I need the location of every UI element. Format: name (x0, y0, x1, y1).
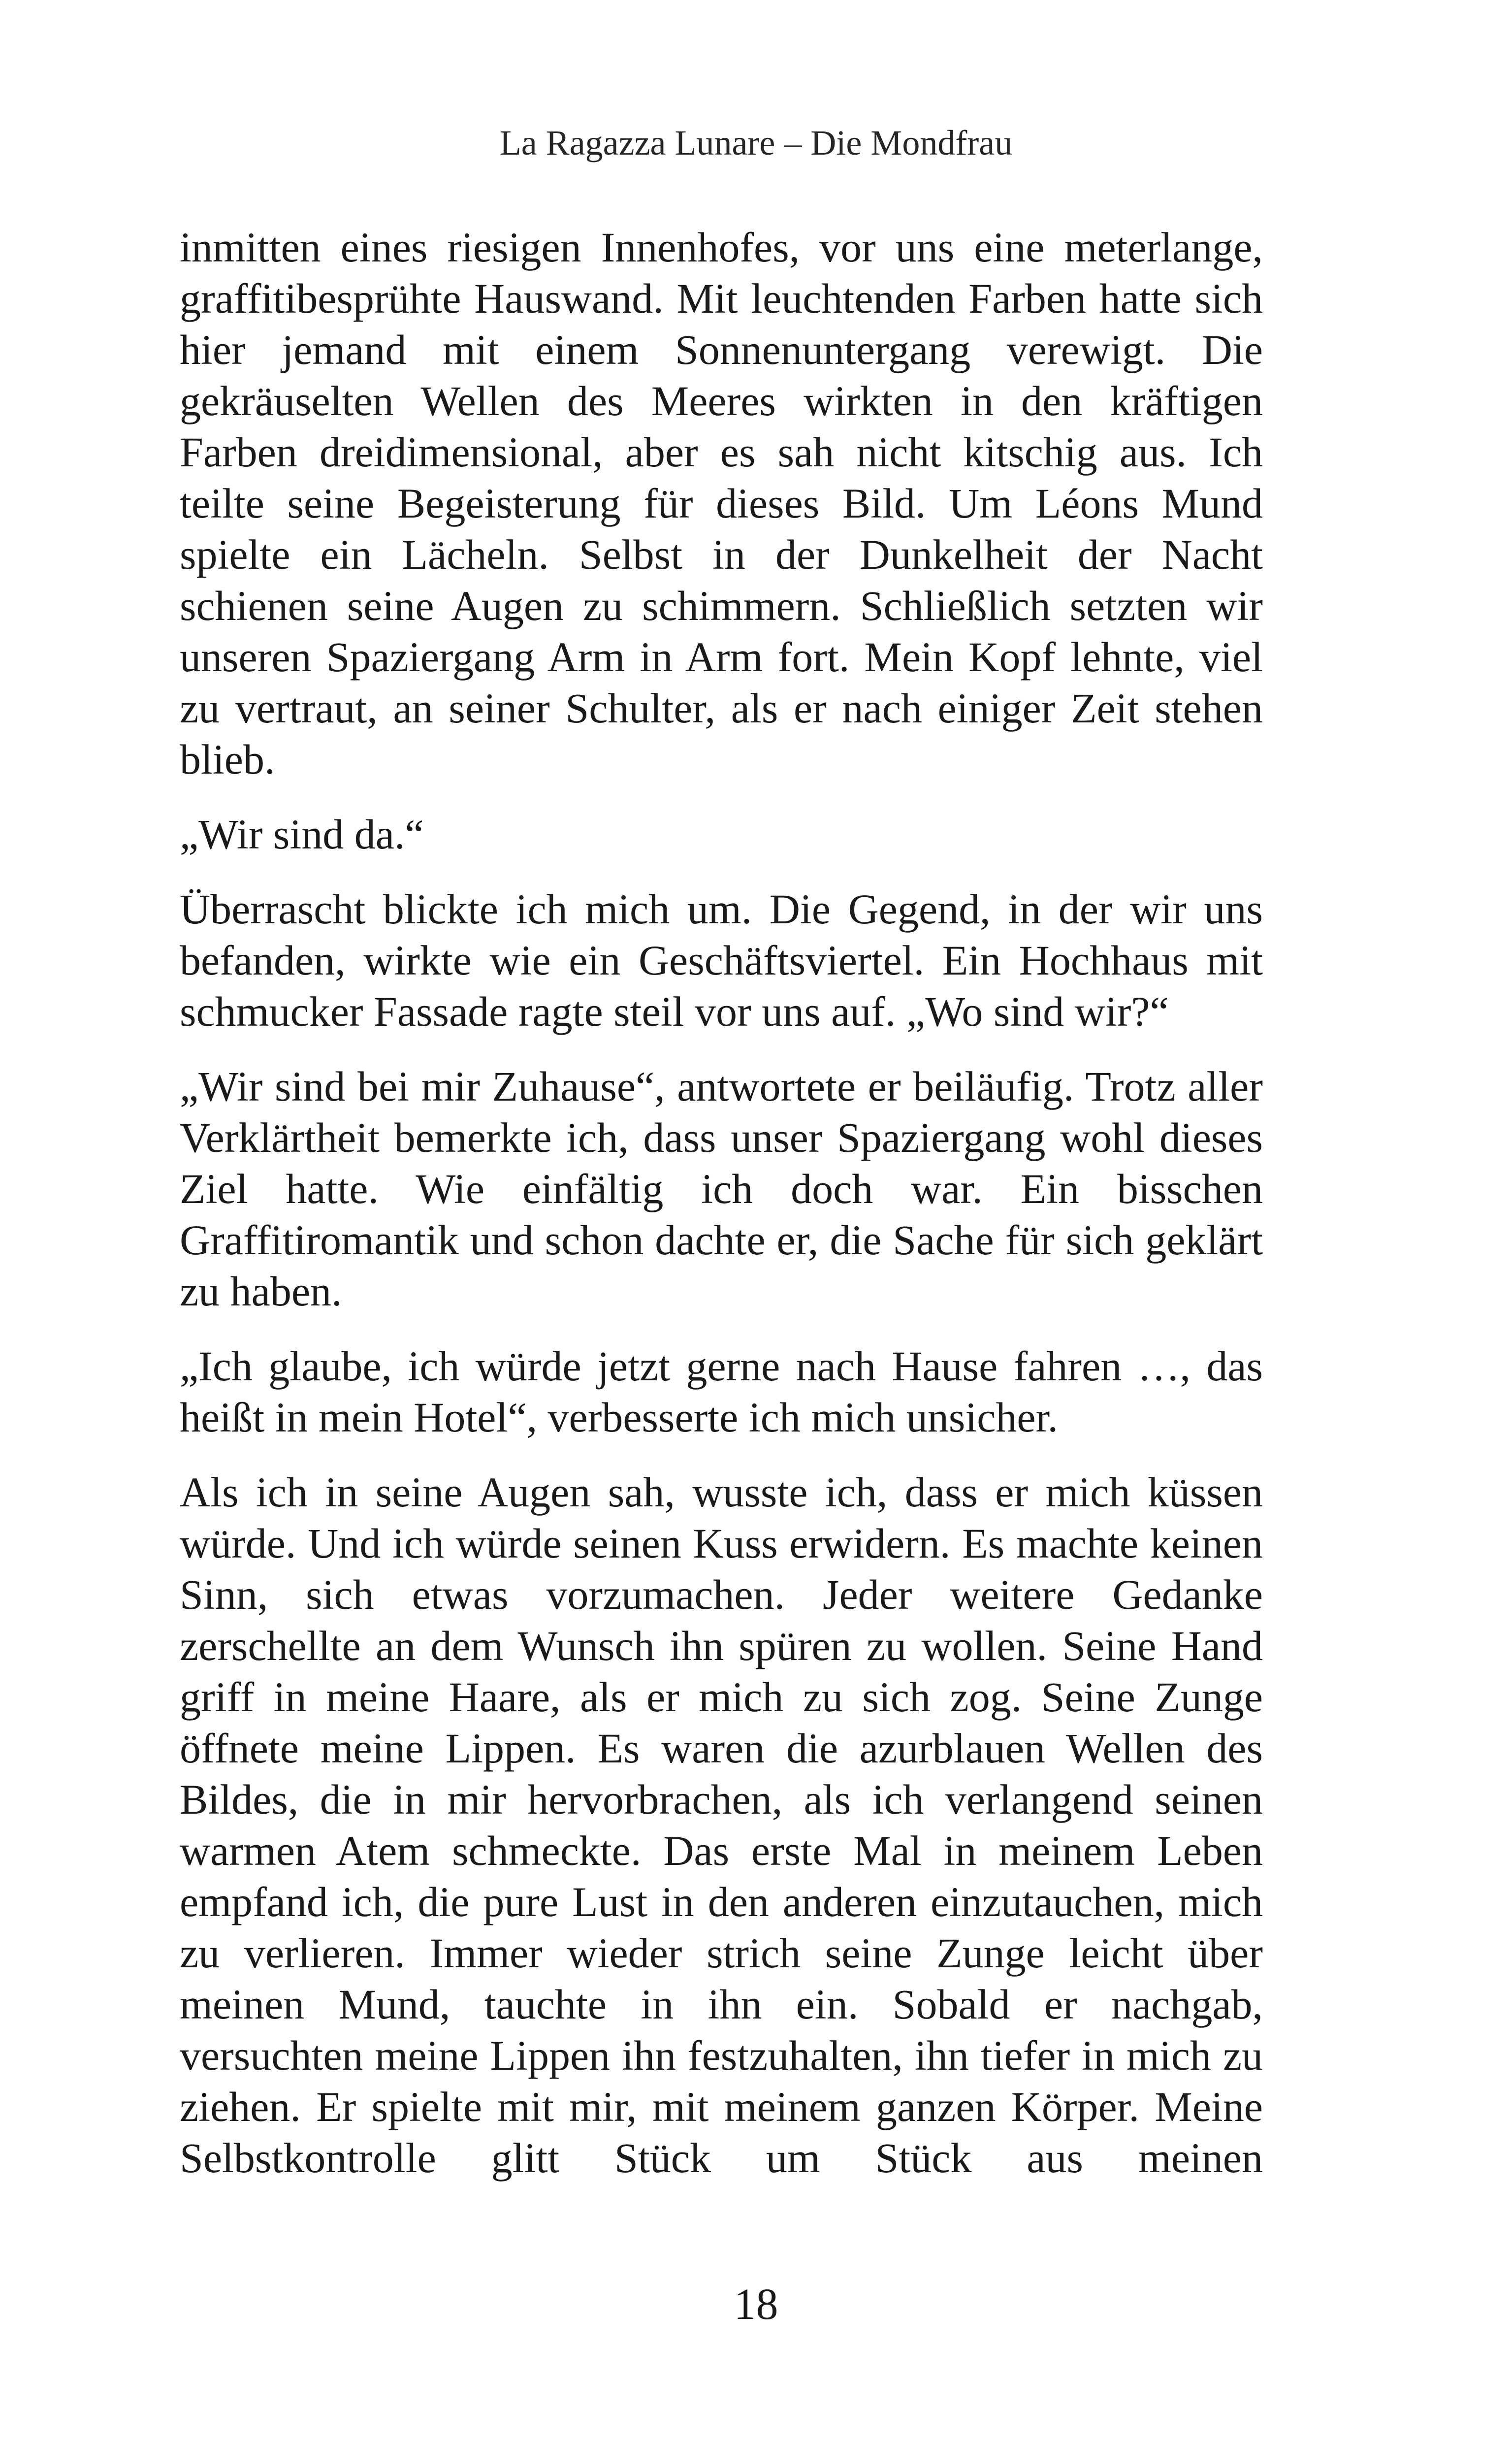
paragraph: „Wir sind bei mir Zuhause“, antwortete er beiläufig. Trotz aller Verklärtheit bemerkte ich, dass unser Spaziergang wohl dieses Ziel hatte. Wie einfältig ich doch war. Ein bisschen Graffitiromantik und schon dachte er, die Sache für sich geklärt zu haben. (180, 1063, 1263, 1315)
paragraph: Überrascht blickte ich mich um. Die Gegend, in der wir uns befanden, wirkte wie ein Geschäftsviertel. Ein Hochhaus mit schmucker Fassade ragte steil vor uns auf. „Wo sind wir?“ (180, 885, 1263, 1035)
body-text (180, 222, 1263, 2183)
page-number: 18 (734, 2280, 778, 2329)
paragraph: „Ich glaube, ich würde jetzt gerne nach Hause fahren …, das heißt in mein Hotel“, verbesserte ich mich unsicher. (180, 1342, 1263, 1441)
paragraph: Als ich in seine Augen sah, wusste ich, dass er mich küssen würde. Und ich würde seinen Kuss erwidern. Es machte keinen Sinn, sich etwas vorzumachen. Jeder weitere Gedanke zerschellte an dem Wunsch ihn spüren zu wollen. Seine Hand griff in meine Haare, als er mich zu sich zog. Seine Zunge öffnete meine Lippen. Es waren die azurblauen Wellen des Bildes, die in mir hervorbrachen, als ich verlangend seinen warmen Atem schmeckte. Das erste Mal in meinem Leben empfand ich, die pure Lust in den anderen einzutauchen, mich zu verlieren. Immer wieder strich seine Zunge leicht über meinen Mund, tauchte in ihn ein. Sobald er nachgab, versuchten meine Lippen ihn festzuhalten, ihn tiefer in mich zu ziehen. Er spielte mit mir, mit meinem ganzen Körper. Meine Selbstkontrolle glitt Stück um Stück aus meinen (180, 1468, 1263, 2182)
paragraph: inmitten eines riesigen Innenhofes, vor uns eine meterlange, graffitibesprühte Hauswand. Mit leuchtenden Farben hatte sich hier jemand mit einem Sonnenuntergang verewigt. Die gekräuselten Wellen des Meeres wirkten in den kräftigen Farben dreidimensional, aber es sah nicht kitschig aus. Ich teilte seine Begeisterung für dieses Bild. Um Léons Mund spielte ein Lächeln. Selbst in der Dunkelheit der Nacht schienen seine Augen zu schimmern. Schließlich setzten wir unseren Spaziergang Arm in Arm fort. Mein Kopf lehnte, viel zu vertraut, an seiner Schulter, als er nach einiger Zeit stehen blieb. (180, 224, 1263, 783)
running-header-title: La Ragazza Lunare – Die Mondfrau (499, 123, 1013, 163)
paragraph: „Wir sind da.“ (180, 811, 424, 858)
